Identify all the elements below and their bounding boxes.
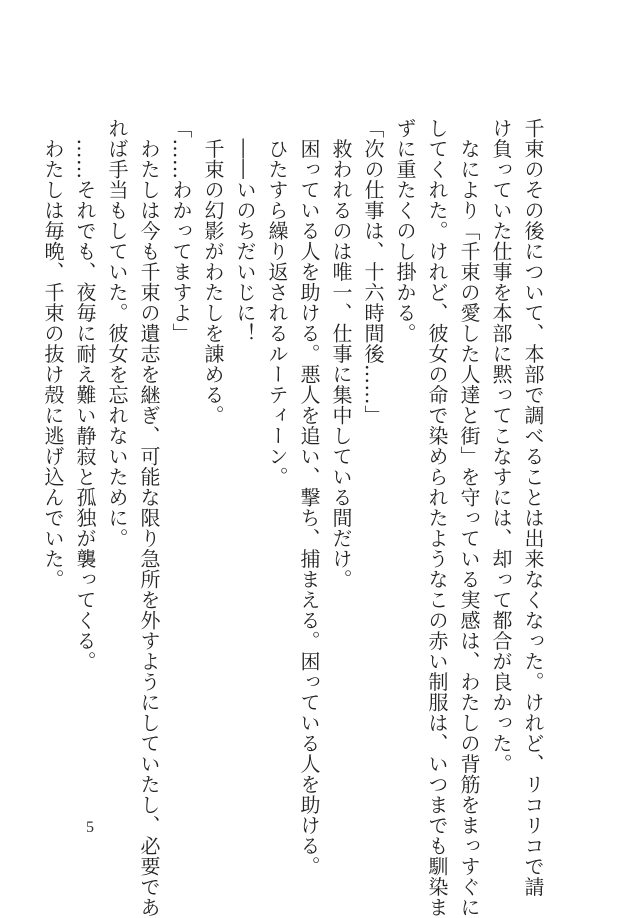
text-line: 「次の仕事は、十六時間後……」 bbox=[361, 118, 385, 426]
page-number: 5 bbox=[86, 819, 94, 836]
text-line: ひたすら繰り返されるルーティーン。 bbox=[265, 118, 289, 487]
text-line: 困っている人を助ける。悪人を追い、撃ち、捕まえる。困っている人を助ける。 bbox=[297, 118, 321, 877]
text-line: 救われるのは唯一、仕事に集中している間だけ。 bbox=[329, 118, 353, 590]
text-line: れば手当もしていた。彼女を忘れないために。 bbox=[105, 118, 129, 549]
text-line: ――いのちだいじに！ bbox=[233, 118, 257, 344]
text-line: 千束のその後について、本部で調べることは出来なくなった。けれど、リコリコで請 bbox=[521, 118, 545, 897]
text-line: ずに重たくのし掛かる。 bbox=[393, 118, 417, 344]
text-line: してくれた。けれど、彼女の命で染められたようなこの赤い制服は、いつまでも馴染ま bbox=[425, 118, 449, 918]
vertical-text-body bbox=[41, 118, 549, 918]
text-line: け負っていた仕事を本部に黙ってこなすには、却って都合が良かった。 bbox=[489, 118, 513, 774]
text-line: 千束の幻影がわたしを諌める。 bbox=[201, 118, 225, 426]
text-line: なにより「千束の愛した人達と街」を守っている実感は、わたしの背筋をまっすぐに bbox=[457, 118, 481, 918]
text-line: 「……わかってますよ」 bbox=[169, 118, 193, 344]
text-line: ……それでも、夜毎に耐え難い静寂と孤独が襲ってくる。 bbox=[73, 118, 97, 672]
text-line: わたしは今も千束の遺志を継ぎ、可能な限り急所を外すようにしていたし、必要であ bbox=[137, 118, 161, 918]
text-line: わたしは毎晩、千束の抜け殻に逃げ込んでいた。 bbox=[41, 118, 65, 590]
